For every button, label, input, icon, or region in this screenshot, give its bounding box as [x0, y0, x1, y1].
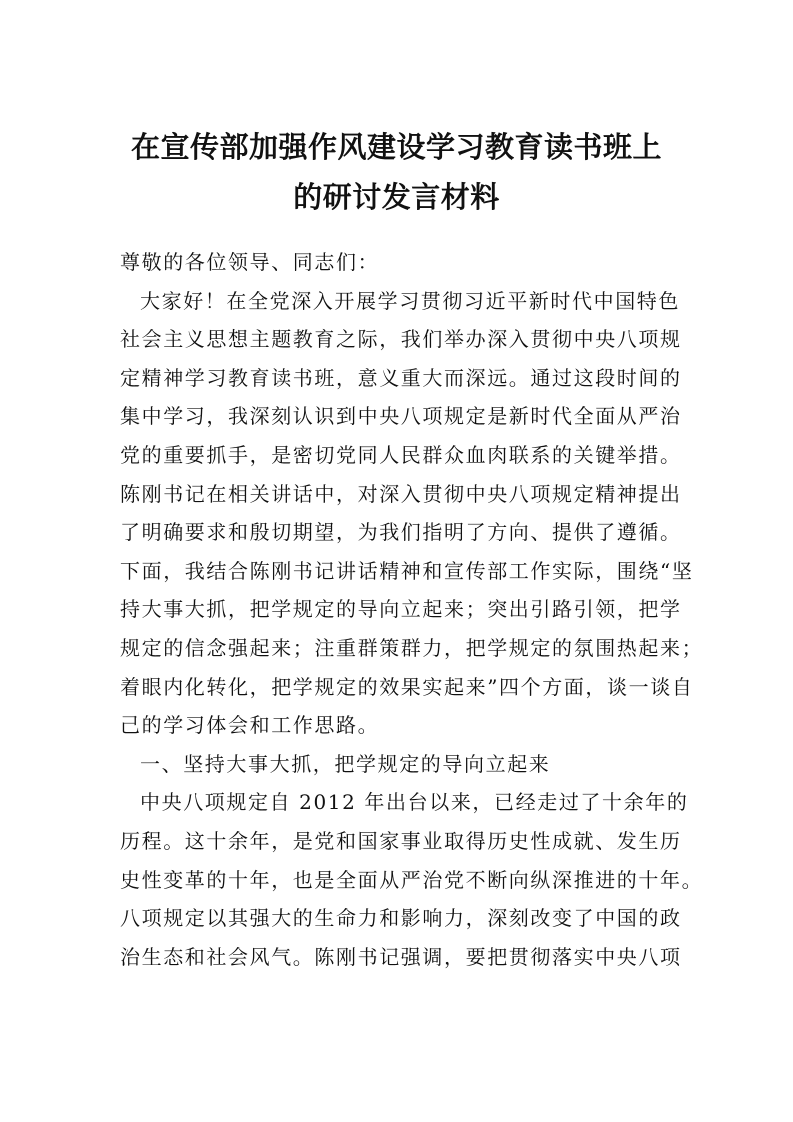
paragraph-line: 中央八项规定自 2012 年出台以来，已经走过了十余年的 — [140, 790, 689, 815]
paragraph-line: 着眼内化转化，把学规定的效果实起来”四个方面，谈一谈自 — [120, 674, 694, 699]
title-line-2: 的研讨发言材料 — [293, 180, 500, 214]
paragraph-line: 史性变革的十年，也是全面从严治党不断向纵深推进的十年。 — [120, 867, 704, 892]
paragraph-line: 历程。这十余年，是党和国家事业取得历史性成就、发生历 — [120, 828, 682, 853]
paragraph-line: 党的重要抓手，是密切党同人民群众血肉联系的关键举措。 — [120, 442, 682, 467]
section-heading: 一、坚持大事大抓，把学规定的导向立起来 — [140, 751, 551, 776]
paragraph-line: 社会主义思想主题教育之际，我们举办深入贯彻中央八项规 — [120, 327, 682, 352]
paragraph-line: 定精神学习教育读书班，意义重大而深远。通过这段时间的 — [120, 365, 682, 390]
paragraph-line: 大家好！在全党深入开展学习贯彻习近平新时代中国特色 — [140, 288, 680, 313]
paragraph-line: 集中学习，我深刻认识到中央八项规定是新时代全面从严治 — [120, 404, 682, 429]
title-line-1: 在宣传部加强作风建设学习教育读书班上 — [130, 130, 662, 164]
document-title — [90, 122, 703, 222]
paragraph-line: 八项规定以其强大的生命力和影响力，深刻改变了中国的政 — [120, 906, 682, 931]
paragraph-line: 规定的信念强起来；注重群策群力，把学规定的氛围热起来； — [120, 635, 704, 660]
document-body — [120, 243, 704, 976]
paragraph-line: 陈刚书记在相关讲话中，对深入贯彻中央八项规定精神提出 — [120, 481, 682, 506]
paragraph-line: 下面，我结合陈刚书记讲话精神和宣传部工作实际，围绕“坚 — [120, 558, 694, 583]
salutation: 尊敬的各位领导、同志们： — [120, 250, 380, 274]
paragraph-line: 治生态和社会风气。陈刚书记强调，要把贯彻落实中央八项 — [120, 944, 682, 969]
paragraph-line: 持大事大抓，把学规定的导向立起来；突出引路引领，把学 — [120, 597, 682, 622]
paragraph-line: 己的学习体会和工作思路。 — [120, 713, 380, 738]
paragraph-line: 了明确要求和殷切期望，为我们指明了方向、提供了遵循。 — [120, 520, 682, 545]
